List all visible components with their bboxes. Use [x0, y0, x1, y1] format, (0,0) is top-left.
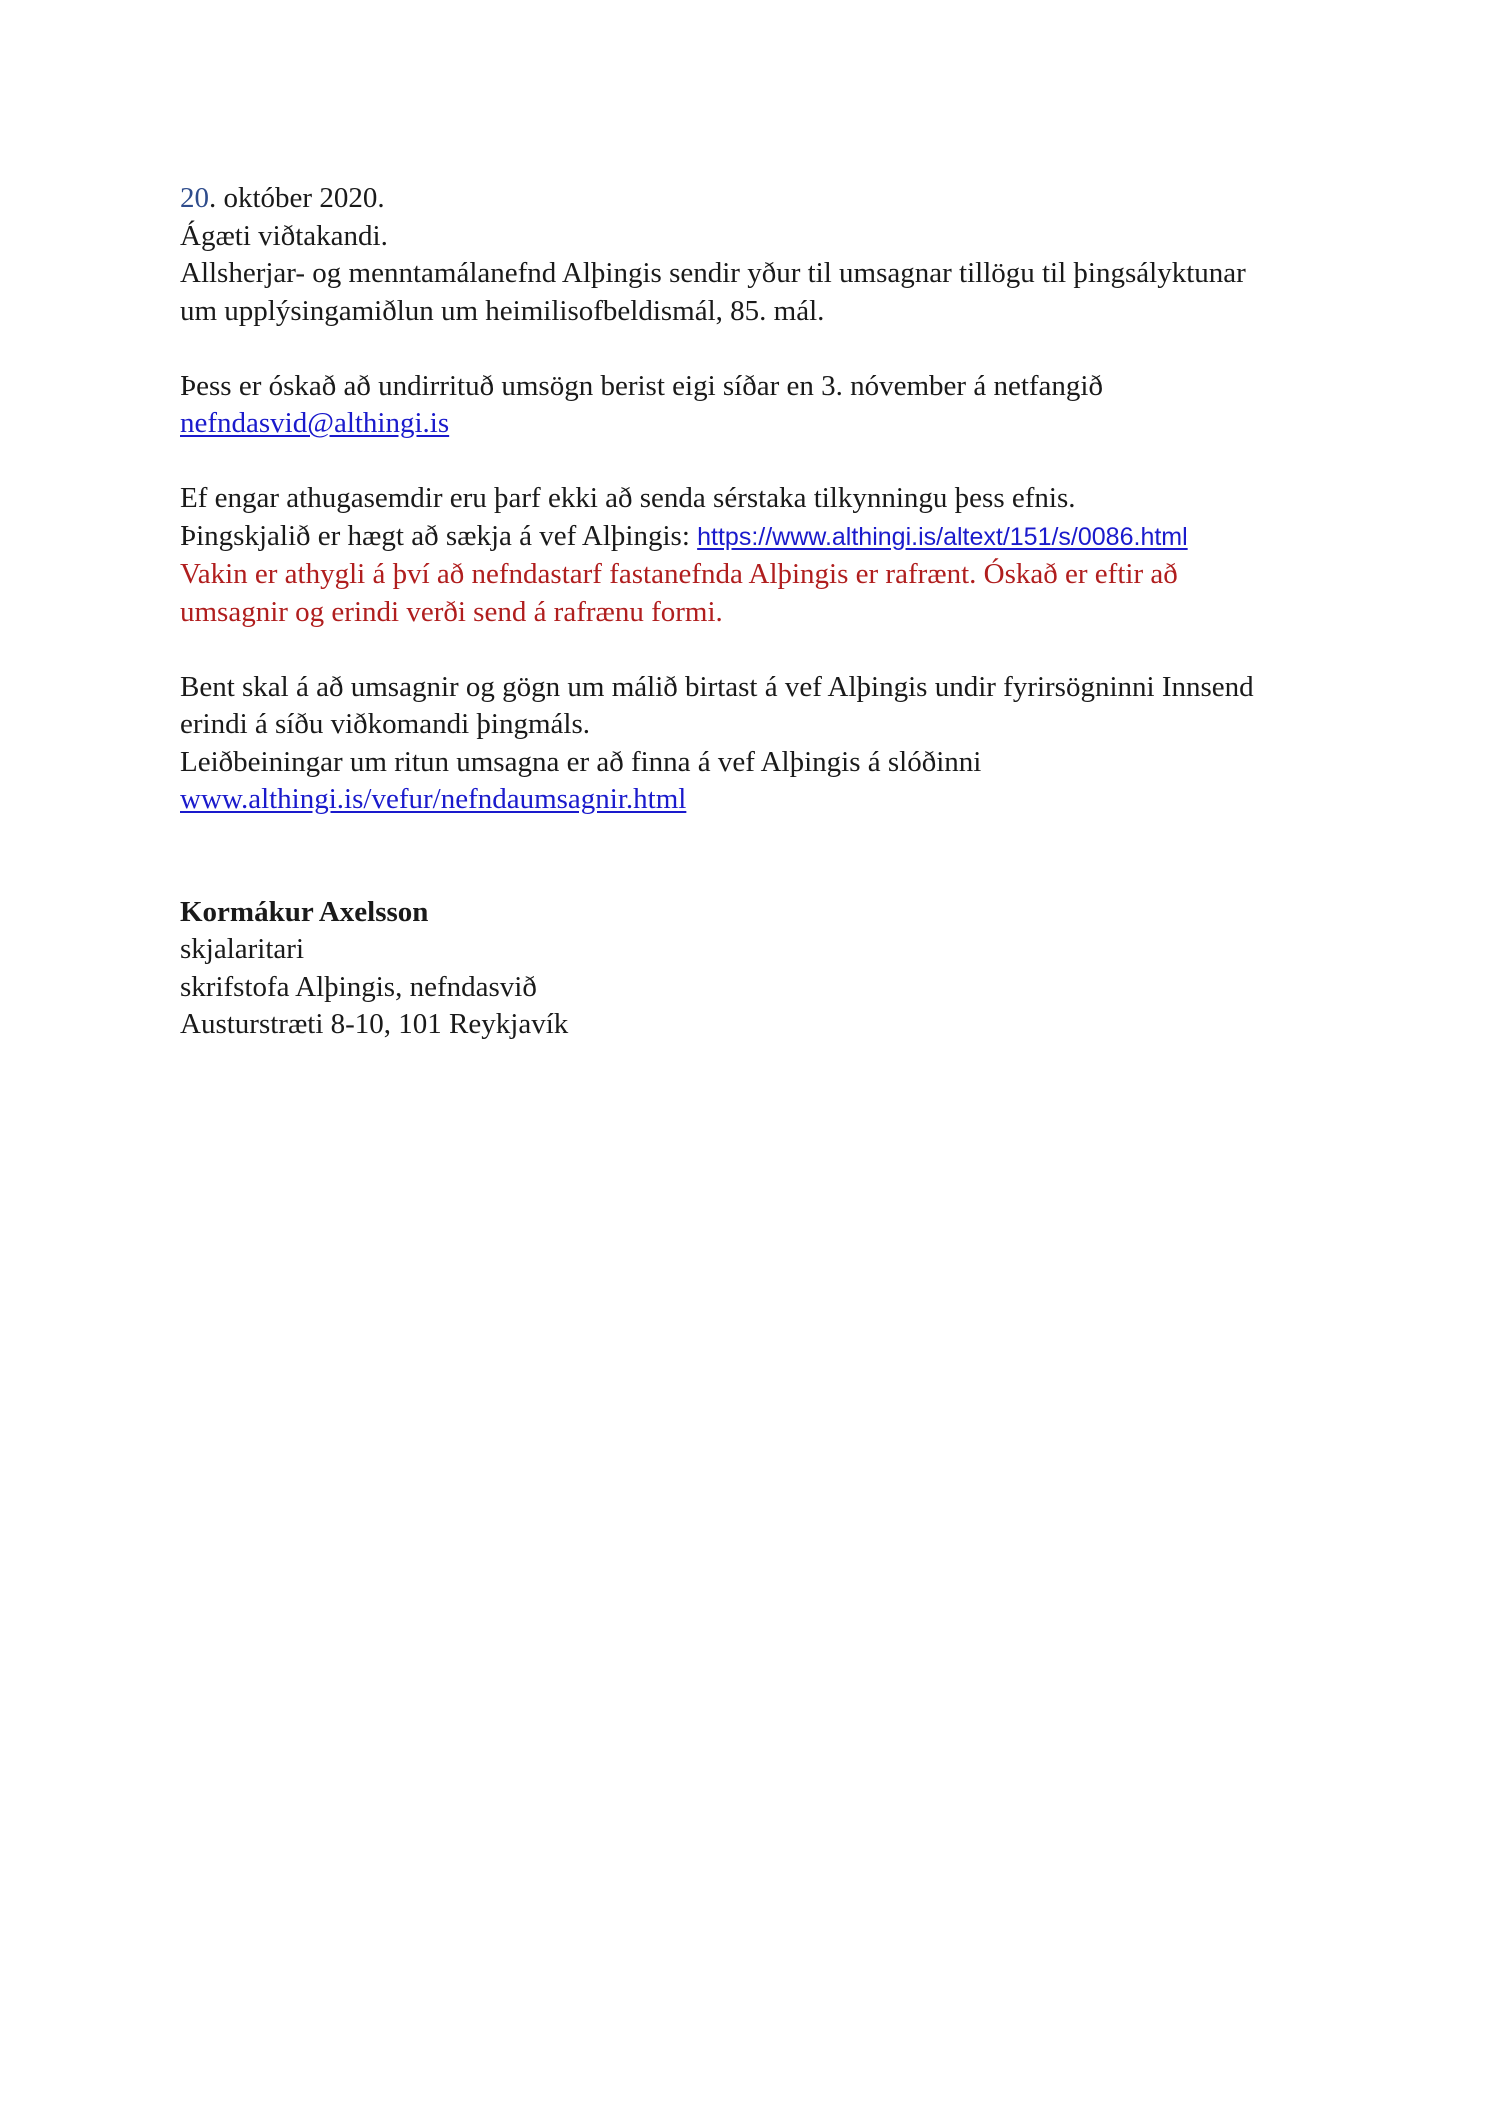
- salutation: Ágæti viðtakandi.: [180, 219, 388, 252]
- date-day: 20: [180, 182, 209, 214]
- intro-line-1: Allsherjar- og menntamálanefnd Alþingis sendir yður til umsagnar tillögu til þingsályktunar: [180, 257, 1246, 289]
- notice-line-2: umsagnir og erindi verði send á rafrænu formi.: [180, 595, 723, 628]
- intro-line-2: um upplýsingamiðlun um heimilisofbeldismál, 85. mál.: [180, 294, 825, 327]
- signer-address: Austurstræti 8-10, 101 Reykjavík: [180, 1008, 569, 1040]
- document-link[interactable]: https://www.althingi.is/altext/151/s/0086.html: [697, 522, 1188, 551]
- signer-office: skrifstofa Alþingis, nefndasvið: [180, 970, 537, 1003]
- info-line-2-prefix: Þingskjalið er hægt að sækja á vef Alþingis:: [180, 519, 698, 552]
- notice-line-1: Vakin er athygli á því að nefndastarf fastanefnda Alþingis er rafrænt. Óskað er eftir að: [180, 558, 1178, 590]
- paragraph-spacer: [180, 631, 1360, 669]
- publication-line-3: Leiðbeiningar um ritun umsagna er að finna á vef Alþingis á slóðinni: [180, 745, 982, 778]
- paragraph-spacer: [180, 330, 1360, 368]
- signer-name: Kormákur Axelsson: [180, 895, 429, 928]
- paragraph-spacer: [180, 443, 1360, 481]
- info-line-2: [180, 518, 1360, 557]
- signer-title: skjalaritari: [180, 933, 305, 965]
- guide-link-line: [180, 781, 1360, 819]
- date-rest: . október 2020.: [209, 182, 385, 214]
- info-line-1: Ef engar athugasemdir eru þarf ekki að senda sérstaka tilkynningu þess efnis.: [180, 482, 1076, 514]
- letter-body: [180, 180, 1360, 1044]
- guide-link[interactable]: www.althingi.is/vefur/nefndaumsagnir.html: [180, 783, 687, 815]
- publication-line-1: Bent skal á að umsagnir og gögn um málið birtast á vef Alþingis undir fyrirsögninni Innsend: [180, 670, 1254, 703]
- publication-line-2: erindi á síðu viðkomandi þingmáls.: [180, 708, 590, 740]
- request-email-line: [180, 405, 1360, 443]
- letter-date: [180, 180, 1360, 218]
- signature-spacer: [180, 819, 1360, 894]
- request-line-1: Þess er óskað að undirrituð umsögn berist eigi síðar en 3. nóvember á netfangið: [180, 369, 1103, 402]
- email-link[interactable]: nefndasvid@althingi.is: [180, 407, 450, 439]
